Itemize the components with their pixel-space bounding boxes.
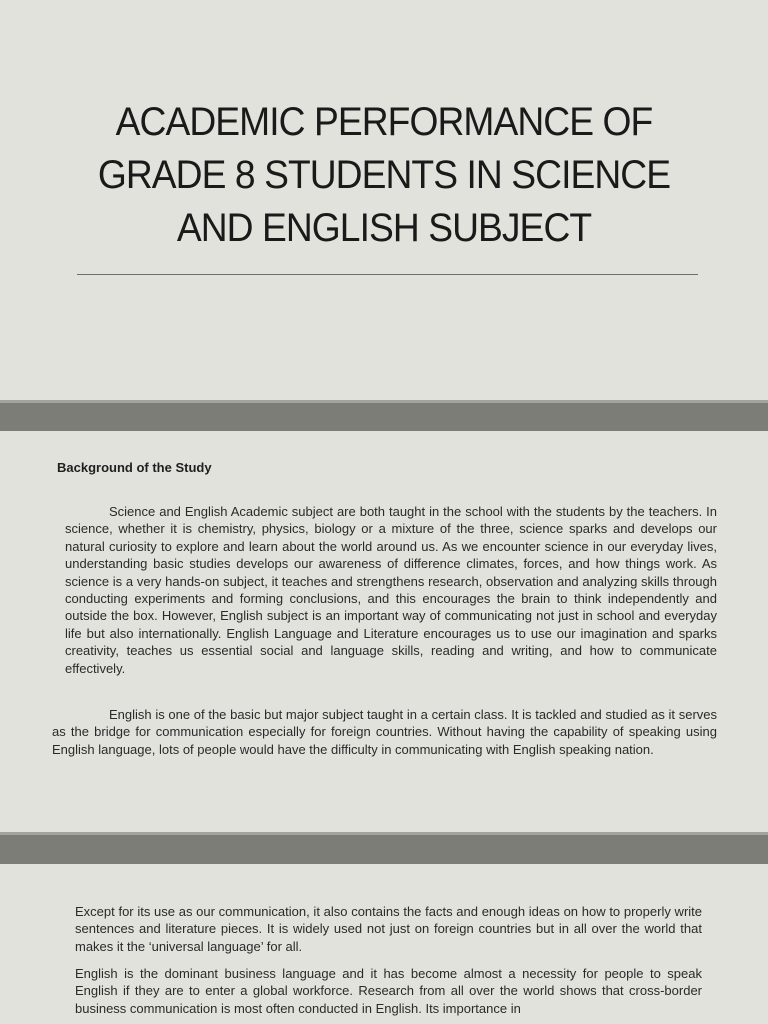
paragraph: Science and English Academic subject are both taught in the school with the students by the teachers. In science, whether it is chemistry, physics, biology or a mixture of the three, science sparks and develops our natural curiosity to explore and learn about the world around us. As we encounter science in our everyday lives, understanding basic studies develops our awareness of difference climates, forces, and how things work. As science is a very hands-on subject, it teaches and strengthens research, observation and analyzing skills through conducting experiments and forming conclusions, and this encourages the brain to think independently and outside the box. However, English subject is an important way of communicating not just in school and everyday life but also internationally. English Language and Literature encourages us to use our imagination and sparks creativity, teaches us essential social and language skills, reading and writing, and how to communicate effectively. <box>65 504 717 676</box>
title-divider <box>77 274 698 275</box>
slide-background <box>0 431 768 832</box>
page-separator <box>0 400 768 431</box>
slide-continuation <box>0 864 768 1024</box>
page-separator <box>0 832 768 864</box>
paragraph: Except for its use as our communication, it also contains the facts and enough ideas on how to properly write sentences and literature pieces. It is widely used not just on foreign countries but in all over the world that makes it the ‘universal language’ for all. <box>75 904 702 954</box>
paragraph: English is one of the basic but major subject taught in a certain class. It is tackled and studied as it serves as the bridge for communication especially for foreign countries. Without having the capability of speaking using English language, lots of people would have the difficulty in communicating with English speaking nation. <box>52 707 717 757</box>
paragraph: English is the dominant business language and it has become almost a necessity for people to speak English if they are to enter a global workforce. Research from all over the world shows that cross-border business communication is most often conducted in English. Its importance in <box>75 966 702 1016</box>
section-heading: Background of the Study <box>57 460 212 475</box>
document-title: ACADEMIC PERFORMANCE OF GRADE 8 STUDENTS IN SCIENCE AND ENGLISH SUBJECT <box>97 100 671 250</box>
slide-title <box>0 0 768 400</box>
